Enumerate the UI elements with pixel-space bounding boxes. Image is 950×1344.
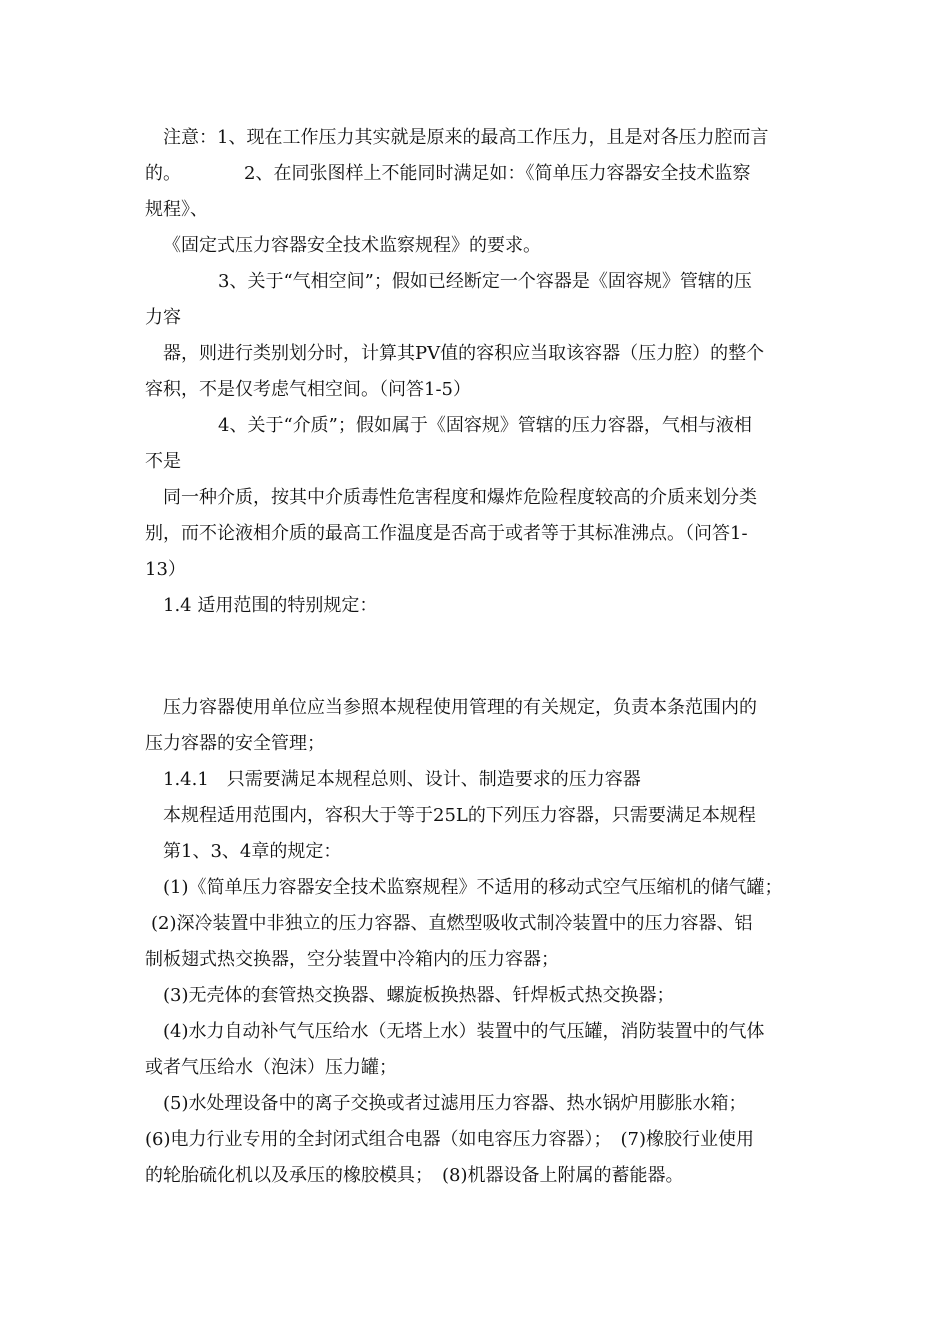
text-line-13: 13）	[145, 559, 186, 580]
text-line-5: 3、关于“气相空间”；假如已经断定一个容器是《固容规》管辖的压	[218, 271, 752, 292]
text-line-3: 规程》、	[145, 199, 208, 220]
list-item-5: (5)水处理设备中的离子交换或者过滤用压力容器、热水锅炉用膨胀水箱；	[163, 1093, 747, 1114]
text-line-6: 力容	[145, 307, 181, 328]
text-line-10: 不是	[145, 451, 181, 472]
section-heading-1-4: 1.4 适用范围的特别规定：	[163, 595, 378, 616]
text-line-1: 注意：1、现在工作压力其实就是原来的最高工作压力，且是对各压力腔而言	[163, 127, 769, 148]
text-line-12: 别，而不论液相介质的最高工作温度是否高于或者等于其标准沸点。（问答1-	[145, 523, 748, 544]
text-line-4: 《固定式压力容器安全技术监察规程》的要求。	[163, 235, 541, 256]
text-line-9: 4、关于“介质”；假如属于《固容规》管辖的压力容器，气相与液相	[218, 415, 752, 436]
list-item-3: (3)无壳体的套管热交换器、螺旋板换热器、钎焊板式热交换器；	[163, 985, 675, 1006]
text-line-18: 本规程适用范围内，容积大于等于25L的下列压力容器，只需要满足本规程	[163, 805, 756, 826]
text-line-8: 容积，不是仅考虑气相空间。（问答1-5）	[145, 379, 471, 400]
text-line-16: 压力容器的安全管理；	[145, 733, 325, 754]
text-line-19: 第1、3、4章的规定：	[163, 841, 342, 862]
text-line-7: 器，则进行类别划分时，计算其PV值的容积应当取该容器（压力腔）的整个	[163, 343, 765, 364]
list-item-6-7: (6)电力行业专用的全封闭式组合电器（如电容压力容器）； (7)橡胶行业使用	[145, 1129, 754, 1150]
text-line-11: 同一种介质，按其中介质毒性危害程度和爆炸危险程度较高的介质来划分类	[163, 487, 757, 508]
list-item-4-cont: 或者气压给水（泡沫）压力罐；	[145, 1057, 397, 1078]
list-item-4: (4)水力自动补气气压给水（无塔上水）装置中的气压罐，消防装置中的气体	[163, 1021, 765, 1042]
list-item-2-cont: 制板翅式热交换器，空分装置中冷箱内的压力容器；	[145, 949, 559, 970]
text-line-2: 的。 2、在同张图样上不能同时满足如：《简单压力容器安全技术监察	[145, 163, 751, 184]
list-item-1: (1)《简单压力容器安全技术监察规程》不适用的移动式空气压缩机的储气罐；	[163, 877, 783, 898]
list-item-7-8-cont: 的轮胎硫化机以及承压的橡胶模具； (8)机器设备上附属的蓄能器。	[145, 1165, 684, 1186]
list-item-2: (2)深冷装置中非独立的压力容器、直燃型吸收式制冷装置中的压力容器、铝	[151, 913, 753, 934]
section-heading-1-4-1: 1.4.1 只需要满足本规程总则、设计、制造要求的压力容器	[163, 769, 641, 790]
text-line-15: 压力容器使用单位应当参照本规程使用管理的有关规定，负责本条范围内的	[163, 697, 757, 718]
